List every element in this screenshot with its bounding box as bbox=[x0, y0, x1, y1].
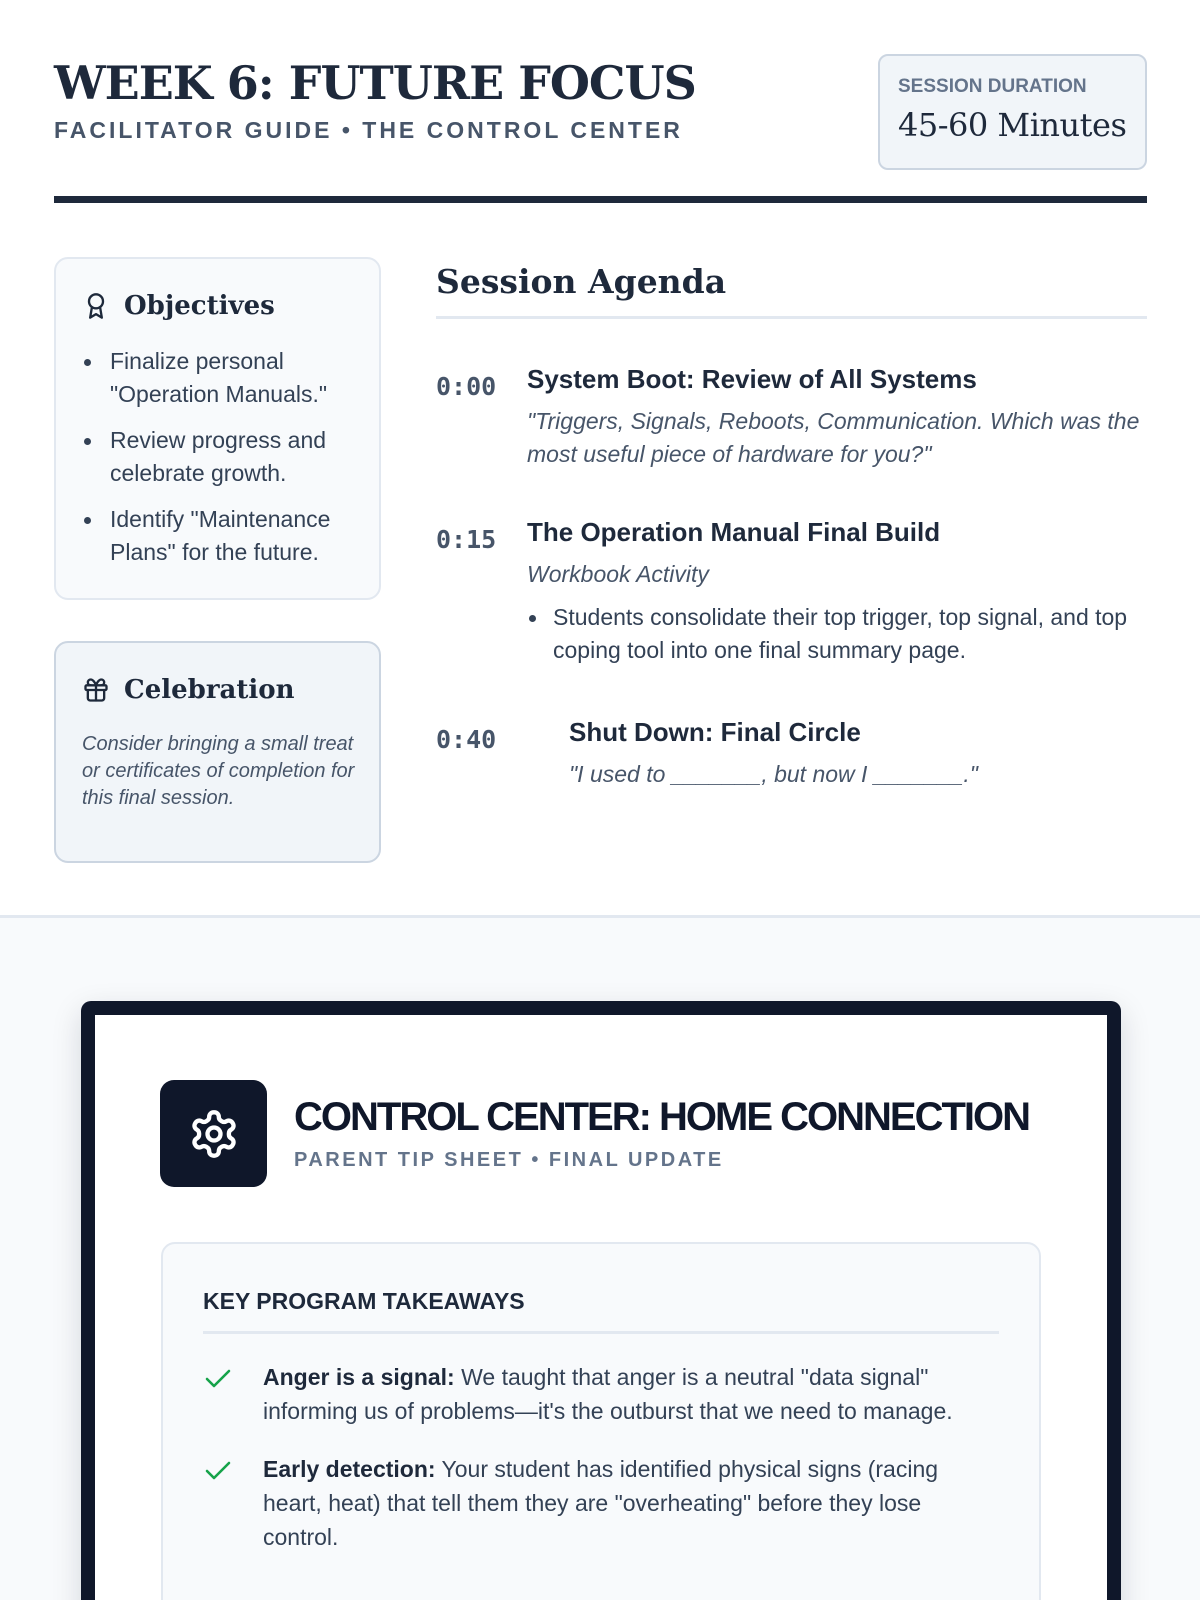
tip-sheet-subtitle: PARENT TIP SHEET • FINAL UPDATE bbox=[294, 1149, 724, 1171]
agenda-item-title: The Operation Manual Final Build bbox=[527, 517, 941, 547]
agenda-item-quote: "I used to _______, but now I _______." bbox=[569, 761, 978, 787]
duration-value: 45-60 Minutes bbox=[898, 106, 1127, 144]
takeaways-divider bbox=[203, 1331, 999, 1334]
list-item: Identify "Maintenance Plans" for the future. bbox=[82, 503, 355, 569]
celebration-card bbox=[54, 641, 381, 863]
duration-label: SESSION DURATION bbox=[898, 76, 1087, 97]
agenda-divider bbox=[436, 316, 1147, 319]
takeaway-text: We taught that anger is a neutral "data signal" informing us of problems—it's the outburst that we need to manage. bbox=[263, 1364, 953, 1424]
agenda-time: 0:00 bbox=[436, 372, 497, 401]
agenda-time: 0:40 bbox=[436, 725, 497, 754]
agenda-item-body bbox=[527, 517, 1147, 667]
page-title: WEEK 6: FUTURE FOCUS bbox=[54, 56, 696, 110]
agenda-item-body bbox=[527, 364, 1147, 471]
celebration-title: Celebration bbox=[124, 675, 295, 705]
agenda-item-body bbox=[569, 717, 1147, 791]
takeaway-label: Early detection: bbox=[263, 1456, 436, 1482]
objectives-card bbox=[54, 257, 381, 600]
objectives-title: Objectives bbox=[124, 291, 275, 321]
celebration-text: Consider bringing a small treat or certificates of completion for this final session. bbox=[82, 733, 355, 809]
tip-sheet-title: CONTROL CENTER: HOME CONNECTION bbox=[294, 1095, 1030, 1139]
agenda-item-activity: Workbook Activity bbox=[527, 561, 709, 587]
list-item bbox=[203, 1452, 999, 1554]
agenda-title: Session Agenda bbox=[436, 262, 727, 301]
checkmark-icon bbox=[203, 1458, 233, 1484]
takeaways-list bbox=[203, 1360, 999, 1554]
list-item bbox=[203, 1360, 999, 1428]
agenda-item-title: Shut Down: Final Circle bbox=[569, 717, 861, 747]
list-item: Finalize personal "Operation Manuals." bbox=[82, 345, 355, 411]
session-duration-box bbox=[878, 54, 1147, 170]
agenda-item-bullets bbox=[527, 601, 1147, 667]
header-divider bbox=[54, 196, 1147, 203]
objectives-heading bbox=[82, 291, 355, 321]
takeaway-label: Anger is a signal: bbox=[263, 1364, 455, 1390]
page-subtitle: FACILITATOR GUIDE • THE CONTROL CENTER bbox=[54, 117, 683, 143]
agenda-item-quote: "Triggers, Signals, Reboots, Communication. Which was the most useful piece of hardware for you?" bbox=[527, 408, 1140, 467]
agenda-item-title: System Boot: Review of All Systems bbox=[527, 364, 977, 394]
gift-icon bbox=[82, 676, 110, 704]
tip-sheet-icon-box bbox=[160, 1080, 267, 1187]
objectives-list bbox=[82, 345, 355, 569]
celebration-heading bbox=[82, 675, 355, 705]
takeaways-heading: KEY PROGRAM TAKEAWAYS bbox=[203, 1288, 525, 1314]
takeaway-text: Your student has identified physical signs (racing heart, heat) that tell them they are "overheating" before they lose control. bbox=[263, 1456, 939, 1550]
checkmark-icon bbox=[203, 1366, 233, 1392]
award-ribbon-icon bbox=[82, 292, 110, 320]
agenda-time: 0:15 bbox=[436, 525, 497, 554]
gear-icon bbox=[188, 1108, 240, 1160]
key-takeaways-box bbox=[161, 1242, 1041, 1600]
list-item: Review progress and celebrate growth. bbox=[82, 424, 355, 490]
list-item: Students consolidate their top trigger, top signal, and top coping tool into one final summary page. bbox=[527, 601, 1147, 667]
